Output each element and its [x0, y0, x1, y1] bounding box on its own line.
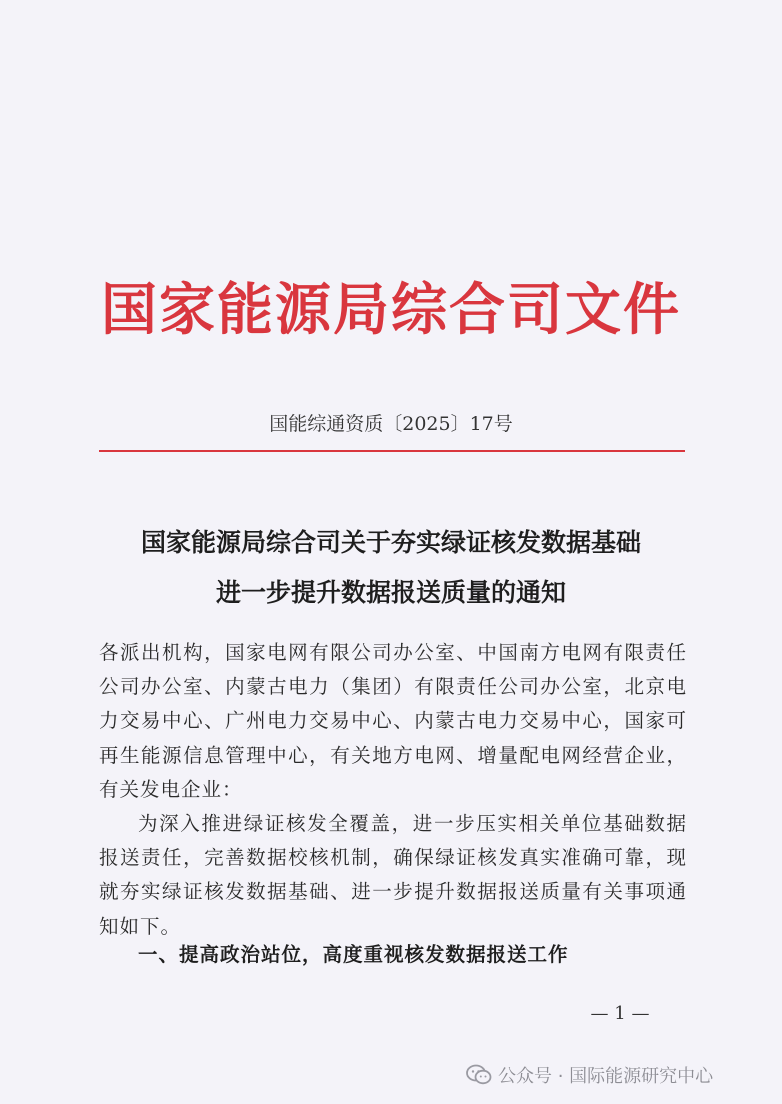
- watermark: [466, 1062, 713, 1088]
- masthead: 国家能源局综合司文件: [101, 277, 681, 343]
- title-line-1: 国家能源局综合司关于夯实绿证核发数据基础: [140, 528, 641, 557]
- red-divider: [99, 450, 685, 452]
- paragraph-1: 为深入推进绿证核发全覆盖，进一步压实相关单位基础数据报送责任，完善数据校核机制，确保绿证核发真实准确可靠，现就夯实绿证核发数据基础、进一步提升数据报送质量有关事项通知如下。: [99, 812, 687, 938]
- wechat-official-account-icon: [466, 1064, 492, 1086]
- title-line-2: 进一步提升数据报送质量的通知: [215, 578, 566, 607]
- body-text: [99, 636, 687, 944]
- notice-title: [0, 518, 782, 618]
- recipients: 各派出机构，国家电网有限公司办公室、中国南方电网有限责任公司办公室、内蒙古电力（集团）有限责任公司办公室，北京电力交易中心、广州电力交易中心、内蒙古电力交易中心，国家可再生能源信息管理中心，有关地方电网、增量配电网经营企业，有关发电企业：: [99, 641, 687, 801]
- section-heading-1: 一、提高政治站位，高度重视核发数据报送工作: [138, 943, 569, 966]
- document-number: 国能综通资质〔2025〕17号: [269, 413, 513, 435]
- watermark-text: 公众号 · 国际能源研究中心: [498, 1066, 714, 1087]
- page-number: — 1 —: [590, 1003, 650, 1024]
